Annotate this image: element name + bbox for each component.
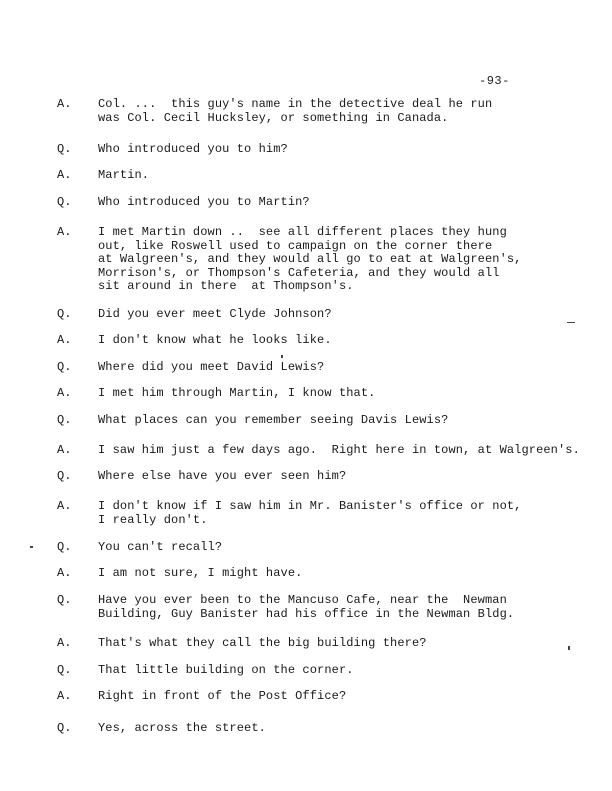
speaker-label: Q. [57,413,72,427]
scan-speck [30,546,33,548]
transcript-line: You can't recall? [98,540,223,554]
page-number: -93- [479,74,510,88]
transcript-text [98,308,332,322]
transcript-text [98,334,332,348]
transcript-text [98,169,149,183]
speaker-label: Q. [57,663,72,677]
transcript-line: Building, Guy Banister had his office in the Newman Bldg. [98,606,515,621]
transcript-text [98,444,580,458]
speaker-label: A. [57,386,72,400]
transcript-line: Martin. [98,168,150,182]
scan-speck [567,322,575,323]
transcript-line: I met him through Martin, I know that. [98,386,376,400]
transcript-line: I saw him just a few days ago. Right here in town, at Walgreen's. [98,443,580,457]
transcript-line: out, like Roswell used to campaign on the corner there [98,238,493,253]
transcript-line: Who introduced you to him? [98,142,288,156]
speaker-label: A. [57,636,72,650]
transcript-line: was Col. Cecil Hucksley, or something in Canada. [98,110,449,125]
speaker-label: Q. [57,142,72,156]
speaker-label: A. [57,225,72,239]
transcript-text [98,722,266,736]
transcript-text [98,637,427,651]
transcript-line: I met Martin down .. see all different places they hung [98,225,507,239]
transcript-line: Col. ... this guy's name in the detective deal he run [98,97,493,111]
transcript-line: That's what they call the big building there? [98,636,427,650]
transcript-line: sit around in there at Thompson's. [98,279,354,293]
transcript-text [98,541,222,555]
transcript-line: That little building on the corner. [98,663,354,677]
transcript-text [98,226,521,294]
speaker-label: Q. [57,469,72,483]
transcript-text [98,567,302,581]
transcript-text [98,143,288,157]
transcript-text [98,361,324,375]
speaker-label: A. [57,168,72,182]
transcript-line: at Walgreen's, and they would all go to eat at Walgreen's, [98,252,522,266]
speaker-label: A. [57,443,72,457]
speaker-label: Q. [57,360,72,374]
scan-speck [568,646,570,650]
transcript-text [98,690,346,704]
transcript-text [98,414,448,428]
transcript-line: Have you ever been to the Mancuso Cafe, near the Newman [98,593,507,607]
transcript-line: Morrison's, or Thompson's Cafeteria, and they would all [98,265,500,280]
speaker-label: Q. [57,593,72,607]
transcript-line: Right in front of the Post Office? [98,689,347,703]
speaker-label: A. [57,333,72,347]
speaker-label: Q. [57,195,72,209]
transcript-line: Where did you meet David Lewis? [98,360,325,374]
transcript-line: What places can you remember seeing Davis Lewis? [98,413,449,427]
speaker-label: Q. [57,721,72,735]
speaker-label: A. [57,689,72,703]
speaker-label: A. [57,566,72,580]
transcript-text [98,387,375,401]
speaker-label: A. [57,499,72,513]
transcript-line: Did you ever meet Clyde Johnson? [98,307,332,321]
scan-speck [281,355,283,358]
transcript-line: Yes, across the street. [98,721,266,735]
transcript-line: Where else have you ever seen him? [98,469,347,483]
transcript-text [98,470,346,484]
transcript-text [98,98,492,125]
transcript-line: I don't know if I saw him in Mr. Banister's office or not, [98,499,522,513]
transcript-line: Who introduced you to Martin? [98,195,310,209]
transcript-text [98,594,514,621]
transcript-line: I really don't. [98,512,208,527]
transcript-text [98,664,354,678]
transcript-line: I am not sure, I might have. [98,566,303,580]
transcript-line: I don't know what he looks like. [98,333,332,347]
speaker-label: Q. [57,540,72,554]
transcript-text [98,196,310,210]
speaker-label: Q. [57,307,72,321]
transcript-text [98,500,521,527]
speaker-label: A. [57,97,72,111]
